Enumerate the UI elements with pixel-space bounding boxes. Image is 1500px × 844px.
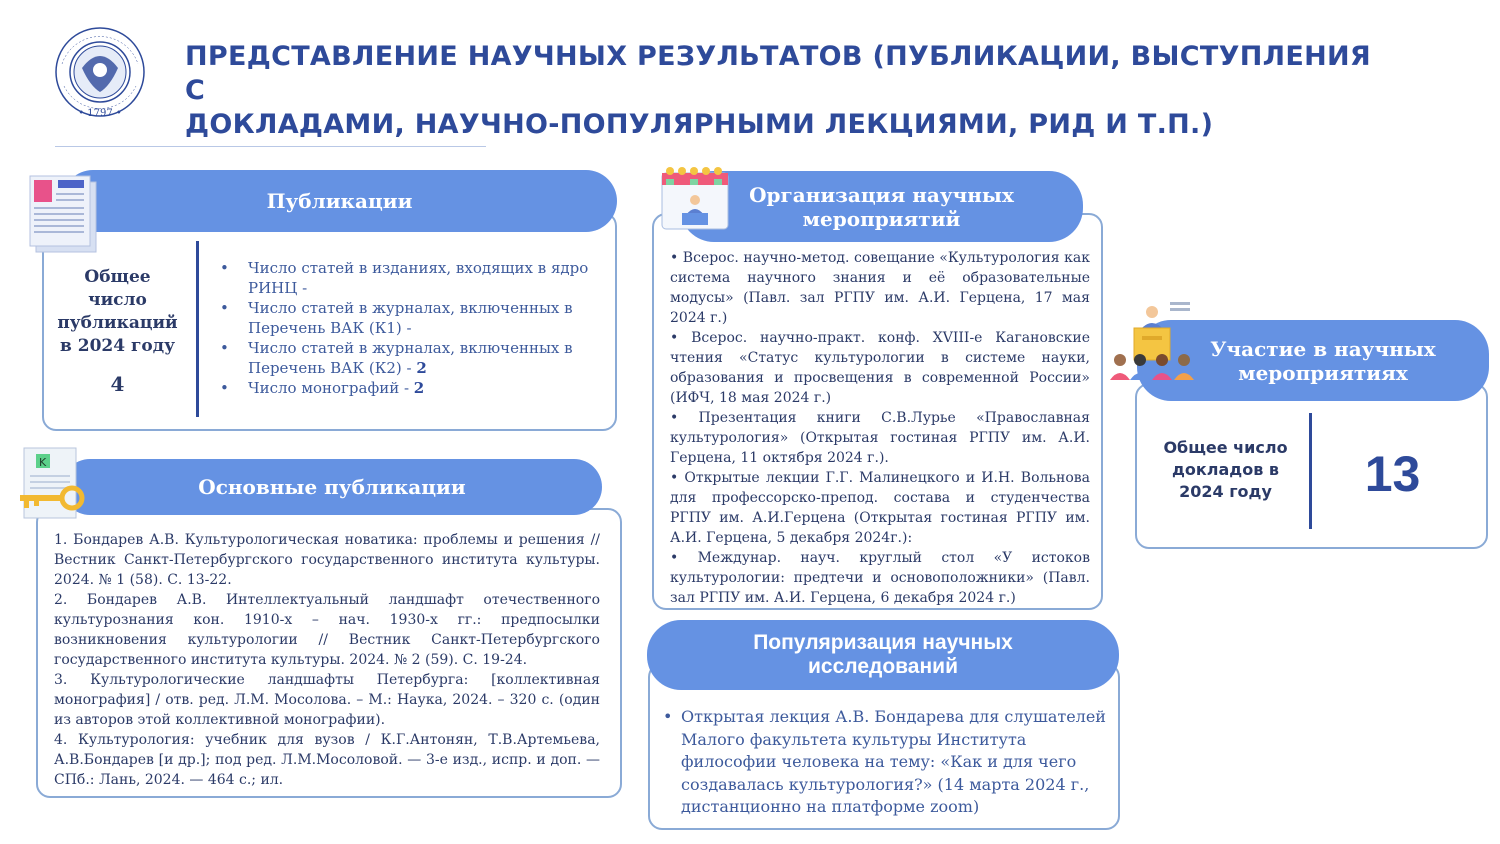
list-item: • Всерос. научно-практ. конф. XVIII-е Кагановские чтения «Статус культурологии в системе науки, образования и просвещения в современной России» (ИФЧ, 18 мая 2024 г.): [670, 330, 1090, 406]
popularization-text: Открытая лекция А.В. Бондарева для слушателей Малого факультета культуры Института философии человека на тему: «Как и для чего создавалась культурология?» (14 марта 2024 г., дистанционно на платформе zoom): [681, 707, 1106, 816]
page-title-line-2: ДОКЛАДАМИ, НАУЧНО-ПОПУЛЯРНЫМИ ЛЕКЦИЯМИ, РИД И Т.П.): [185, 109, 1214, 140]
document-icon: [26, 172, 102, 254]
participation-total-value: 13: [1364, 446, 1421, 502]
list-item: • Число статей в журналах, включенных в Перечень ВАК (К2) - 2: [220, 338, 600, 378]
svg-text:K: K: [39, 456, 47, 469]
organization-heading: Организация научных мероприятий: [680, 171, 1083, 242]
publications-list: [220, 258, 600, 398]
list-item: • Открытые лекции Г.Г. Малинецкого и И.Н. Вольнова для профессорско-препод. состава и студенчества РГПУ им. А.И.Герцена (Открытая гостиная РГПУ им. А.И. Герцена, 5 декабря 2024г.):: [670, 470, 1090, 546]
publications-divider: [196, 241, 199, 417]
page-title-line-1: ПРЕДСТАВЛЕНИЕ НАУЧНЫХ РЕЗУЛЬТАТОВ (ПУБЛИКАЦИИ, ВЫСТУПЛЕНИЯ С: [185, 41, 1371, 106]
list-item: 1. Бондарев А.В. Культурологическая новатика: проблемы и решения // Вестник Санкт-Петербургского государственного института культуры. 2024. № 1 (58). С. 13-22.: [54, 532, 600, 588]
certificate-key-icon: [16, 446, 92, 522]
logo-year: • 1797 •: [78, 108, 122, 119]
publications-total-label: Общее число публикаций в 2024 году: [57, 267, 178, 356]
organization-list: [670, 248, 1090, 608]
list-item: 4. Культурология: учебник для вузов / К.Г.Антонян, Т.В.Артемьева, А.В.Бондарев [и др.]; под ред. Л.М.Мосоловой. — 3-е изд., испр. и доп. — СПб.: Лань, 2024. — 464 с.; ил.: [54, 732, 600, 788]
participation-heading: Участие в научных мероприятиях: [1137, 320, 1489, 401]
calendar-presenter-icon: [660, 165, 730, 231]
main-publications-heading: Основные публикации: [62, 459, 602, 515]
list-item: • Всерос. научно-метод. совещание «Культурология как система научного знания и её образовательные модусы» (Павл. зал РГПУ им. А.И. Герцена, 17 мая 2024 г.): [670, 250, 1090, 326]
list-item: • Число монографий - 2: [220, 378, 600, 398]
title-underline: [55, 146, 486, 147]
page-title: [185, 40, 1385, 142]
university-logo: [52, 24, 148, 124]
popularization-heading: Популяризация научных исследований: [647, 620, 1119, 690]
popularization-item: [663, 706, 1113, 819]
list-item: 3. Культурологические ландшафты Петербурга: [коллективная монография] / отв. ред. Л.М. Мосолова. – М.: Наука, 2024. – 320 с. (один из авторов этой коллективной монографии).: [54, 672, 600, 728]
audience-speaker-icon: [1108, 298, 1198, 386]
publications-heading: Публикации: [62, 170, 617, 232]
list-item: 2. Бондарев А.В. Интеллектуальный ландшафт отечественного культурознания кон. 1910-х – нач. 1930-х гг.: предпосылки возникновения культурологии // Вестник Санкт-Петербургского государственного института культуры. 2024. № 2 (59). С. 19-24.: [54, 592, 600, 668]
list-item: • Число статей в журналах, включенных в Перечень ВАК (К1) -: [220, 298, 600, 338]
list-item: • Презентация книги С.В.Лурье «Православная культурология» (Открытая гостиная РГПУ им. А.И. Герцена, 11 октября 2024 г.).: [670, 410, 1090, 466]
list-item: • Число статей в изданиях, входящих в ядро РИНЦ -: [220, 258, 600, 298]
participation-divider: [1309, 413, 1312, 529]
main-publications-list: [54, 530, 600, 790]
publications-total-value: 4: [110, 372, 125, 396]
list-item: • Междунар. науч. круглый стол «У истоков культурологии: предтечи и основоположники» (Павл. зал РГПУ им. А.И. Герцена, 6 декабря 2024 г.): [670, 550, 1090, 606]
bullet: •: [663, 707, 673, 726]
participation-total-label: Общее число докладов в 2024 году: [1163, 438, 1288, 501]
